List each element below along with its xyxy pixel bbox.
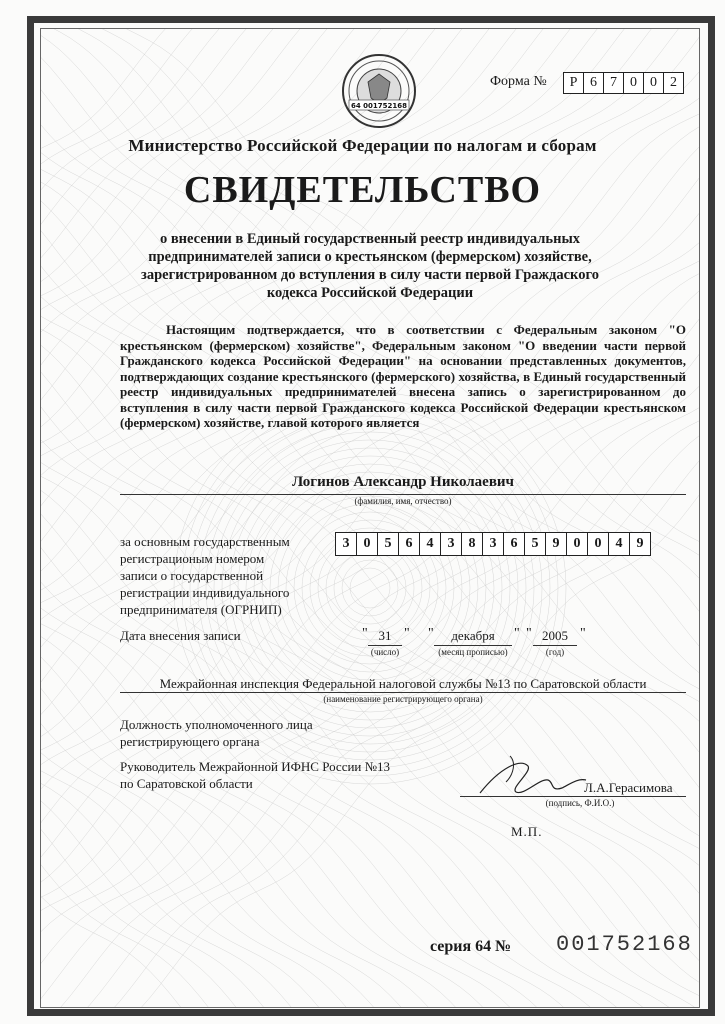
ogrnip-digit: 0 xyxy=(566,532,588,556)
subtitle-line: предпринимателей записи о крестьянском (фермерском) хозяйстве, xyxy=(148,249,592,265)
form-digit: 0 xyxy=(643,72,664,94)
subtitle-line: кодекса Российской Федерации xyxy=(266,285,474,301)
ogrnip-digit: 5 xyxy=(377,532,399,556)
date-year-caption: (год) xyxy=(545,647,565,657)
ogrnip-number-boxes xyxy=(336,532,651,556)
form-digit: 6 xyxy=(583,72,604,94)
form-digit: Р xyxy=(563,72,584,94)
form-digit: 0 xyxy=(623,72,644,94)
ministry-heading: Министерство Российской Федерации по налогам и сборам xyxy=(128,136,597,155)
registration-label-line: регистрации индивидуального xyxy=(120,585,290,600)
ogrnip-digit: 0 xyxy=(356,532,378,556)
ogrnip-digit: 6 xyxy=(503,532,525,556)
seal-number: 64 001752168 xyxy=(350,102,408,110)
head-position-line: Руководитель Межрайонной ИФНС России №13 xyxy=(120,759,391,774)
ogrnip-digit: 3 xyxy=(335,532,357,556)
ogrnip-digit: 3 xyxy=(482,532,504,556)
holder-name-caption: (фамилия, имя, отчество) xyxy=(354,496,452,506)
ogrnip-digit: 9 xyxy=(545,532,567,556)
series-number: 001752168 xyxy=(556,932,693,957)
registering-authority: Межрайонная инспекция Федеральной налоговой службы №13 по Саратовской области xyxy=(159,676,647,691)
date-label: Дата внесения записи xyxy=(120,628,241,643)
document-title: СВИДЕТЕЛЬСТВО xyxy=(183,169,542,211)
registration-label-line: записи о государственной xyxy=(120,568,264,583)
position-label xyxy=(120,716,313,750)
quote-mark: " xyxy=(404,626,410,641)
emblem-seal-icon xyxy=(340,52,418,130)
position-label-line: регистрирующего органа xyxy=(120,734,260,749)
authority-underline xyxy=(120,692,686,693)
ogrnip-digit: 6 xyxy=(398,532,420,556)
form-digit: 2 xyxy=(663,72,684,94)
ogrnip-digit: 4 xyxy=(419,532,441,556)
ogrnip-digit: 4 xyxy=(608,532,630,556)
date-day: 31 xyxy=(378,628,392,643)
date-year: 2005 xyxy=(542,628,568,643)
date-month-caption: (месяц прописью) xyxy=(438,647,508,657)
date-month: декабря xyxy=(451,628,495,643)
head-position-line: по Саратовской области xyxy=(120,776,253,791)
date-day-caption: (число) xyxy=(370,647,400,657)
date-month-underline xyxy=(434,645,512,646)
ogrnip-digit: 9 xyxy=(629,532,651,556)
subtitle-line: о внесении в Единый государственный реестр индивидуальных xyxy=(159,231,581,247)
registration-label-line: регистрационым номером xyxy=(120,551,265,566)
form-digit: 7 xyxy=(603,72,624,94)
holder-name-underline xyxy=(120,494,686,495)
form-label: Форма № xyxy=(490,74,547,89)
quote-mark: " xyxy=(526,626,532,641)
date-year-underline xyxy=(533,645,577,646)
holder-name: Логинов Александр Николаевич xyxy=(291,474,515,490)
signer-name: Л.А.Герасимова xyxy=(584,780,673,795)
registration-label xyxy=(120,533,320,618)
head-position xyxy=(120,758,390,792)
authority-caption: (наименование регистрирующего органа) xyxy=(323,694,483,704)
subtitle-line: зарегистрированном до вступления в силу части первой Граждаского xyxy=(141,267,599,283)
ogrnip-digit: 3 xyxy=(440,532,462,556)
certification-paragraph: Настоящим подтверждается, что в соответствии с Федеральным законом "О крестьянском (фермерском) хозяйстве", Федеральным законом "О введении части первой Гражданского кодекса Российской Федерации" на основании представленных документов, подтверждающих создание крестьянского (фермерского) хозяйства, в Единый государственный реестр индивидуальных предпринимателей внесена запись о зарегистрированном до вступления в силу части первой Гражданского кодекса Российской Федерации крестьянском (фермерском) хозяйстве, главой которого является xyxy=(120,322,686,430)
quote-mark: " xyxy=(580,626,586,641)
ogrnip-digit: 8 xyxy=(461,532,483,556)
signature-caption: (подпись, Ф.И.О.) xyxy=(545,798,615,808)
series-label: серия 64 № xyxy=(430,938,512,955)
document-subtitle xyxy=(120,230,620,302)
signature-underline xyxy=(460,796,686,797)
ogrnip-digit: 5 xyxy=(524,532,546,556)
date-day-underline xyxy=(368,645,402,646)
registration-label-line: предпринимателя (ОГРНИП) xyxy=(120,602,282,617)
quote-mark: " xyxy=(362,626,368,641)
stamp-place: М.П. xyxy=(511,824,543,839)
form-number-boxes xyxy=(564,72,684,94)
registration-label-line: за основным государственным xyxy=(120,534,290,549)
quote-mark: " xyxy=(428,626,434,641)
position-label-line: Должность уполномоченного лица xyxy=(120,717,313,732)
ogrnip-digit: 0 xyxy=(587,532,609,556)
quote-mark: " xyxy=(514,626,520,641)
